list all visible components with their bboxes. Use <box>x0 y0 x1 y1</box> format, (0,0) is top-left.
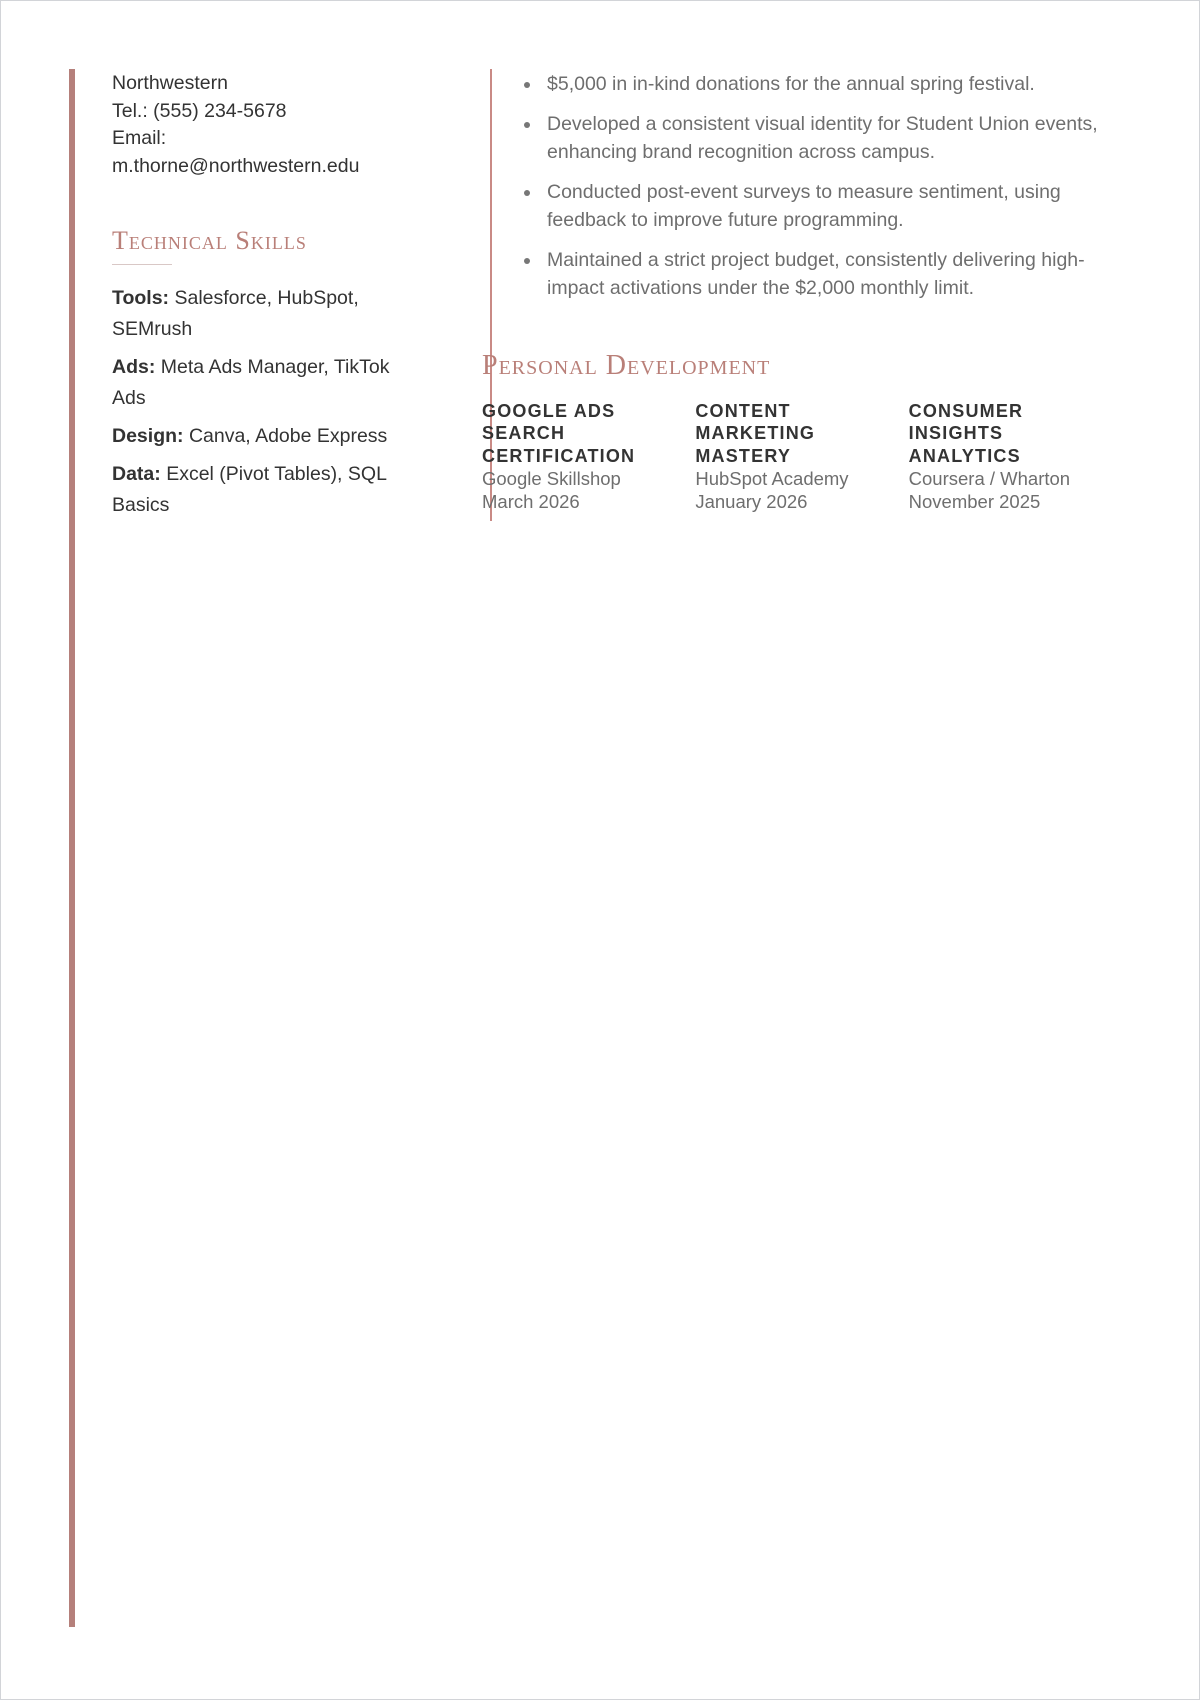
skill-item <box>112 352 402 414</box>
certification-title: CONSUMER INSIGHTS ANALYTICS <box>908 400 1024 466</box>
contact-email-label: Email: <box>112 127 167 149</box>
skill-label: Tools: <box>112 287 170 309</box>
certification-date: January 2026 <box>695 491 808 512</box>
skills-list <box>112 283 402 521</box>
certification-issuer: Coursera / Wharton <box>908 468 1071 489</box>
skill-item <box>112 283 402 345</box>
skill-value: Excel (Pivot Tables), SQL Basics <box>112 463 387 516</box>
certification-issuer: HubSpot Academy <box>695 468 849 489</box>
experience-bullet: Developed a consistent visual identity for Student Union events, enhancing brand recognition across campus. <box>547 110 1122 167</box>
contact-block <box>112 70 402 180</box>
experience-bullet: Conducted post-event surveys to measure sentiment, using feedback to improve future programming. <box>547 178 1122 235</box>
contact-institution: Northwestern <box>112 72 228 94</box>
skill-value: Canva, Adobe Express <box>188 425 388 447</box>
left-accent-bar <box>69 69 75 1627</box>
certification-card <box>695 400 908 514</box>
heading-underline <box>112 264 172 265</box>
certification-title: CONTENT MARKETING MASTERY <box>695 400 816 466</box>
skill-label: Data: <box>112 463 161 485</box>
certification-date: November 2025 <box>908 491 1041 512</box>
certification-card <box>482 400 695 514</box>
certification-card <box>909 400 1122 514</box>
skill-label: Ads: <box>112 356 156 378</box>
experience-bullet: Maintained a strict project budget, consistently delivering high-impact activations under the $2,000 monthly limit. <box>547 246 1122 303</box>
contact-email: m.thorne@northwestern.edu <box>112 154 360 177</box>
certification-title: GOOGLE ADS SEARCH CERTIFICATION <box>482 400 636 466</box>
certification-date: March 2026 <box>482 491 580 512</box>
certification-issuer: Google Skillshop <box>482 468 621 489</box>
experience-bullet-list <box>482 70 1122 303</box>
skill-value: Meta Ads Manager, TikTok Ads <box>112 356 390 409</box>
skill-value: Salesforce, HubSpot, SEMrush <box>112 287 359 340</box>
sidebar <box>112 70 402 528</box>
contact-phone: Tel.: (555) 234-5678 <box>112 99 287 122</box>
technical-skills-heading: Technical Skills <box>112 226 307 255</box>
certifications-grid <box>482 400 1122 514</box>
main-column <box>482 70 1122 513</box>
personal-development-heading: Personal Development <box>482 349 771 381</box>
skill-item <box>112 459 402 521</box>
skill-label: Design: <box>112 425 184 447</box>
experience-bullet: $5,000 in in-kind donations for the annual spring festival. <box>547 70 1122 99</box>
skill-item <box>112 421 402 452</box>
